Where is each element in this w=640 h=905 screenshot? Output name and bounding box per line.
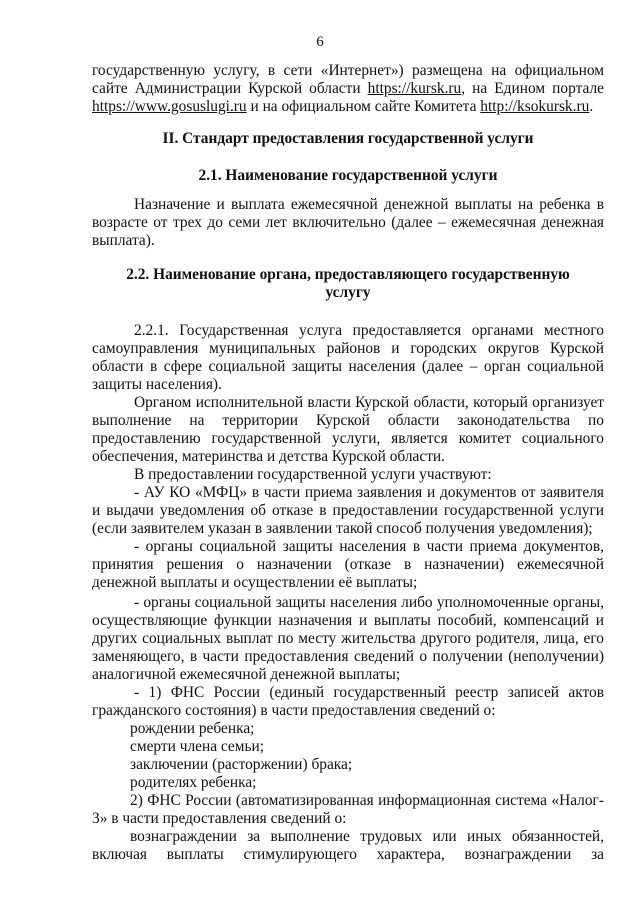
intro-text: . [589, 98, 594, 115]
paragraph-line: осуществляющие функции назначения и выплаты пособий, компенсаций и [92, 612, 604, 629]
paragraph-line: Назначение и выплата ежемесячной денежной выплаты на ребенка в [134, 196, 604, 213]
participants-intro [92, 466, 604, 484]
intro-text: и на официальном сайте Комитета [246, 98, 481, 115]
paragraph-line: - 1) ФНС России (единый государственный реестр записей актов [134, 684, 604, 701]
ksokursk-link[interactable]: http://ksokursk.ru [480, 98, 590, 115]
paragraph-line: - органы социальной защиты населения либо уполномоченные органы, [134, 594, 604, 611]
paragraph-line: и выдачи уведомления об отказе в предоставлении государственной услуги [92, 502, 604, 519]
section-title: II. Стандарт предоставления государственной услуги [162, 130, 534, 147]
paragraph-line: выплата). [92, 232, 155, 249]
paragraph-line: других социальных выплат по месту жительства другого родителя, лица, его [92, 630, 604, 647]
paragraph-line: - АУ КО «МФЦ» в части приема заявления и документов от заявителя [134, 484, 604, 501]
list-item: смерти члена семьи; [130, 738, 264, 755]
paragraph-2-2-1 [92, 322, 604, 394]
paragraph-line: гражданского состояния) в части предоставления сведений о: [92, 702, 496, 719]
paragraph-line: включая выплаты стимулирующего характера, вознаграждении за [92, 846, 604, 863]
paragraph-line: возрасте от трех до семи лет включительно (далее – ежемесячная денежная [92, 214, 604, 231]
paragraph-line: обеспечения, материнства и детства Курской области. [92, 448, 446, 465]
title-line: 2.2. Наименование органа, предоставляющего государственную [126, 266, 570, 283]
fns-registry-list [92, 720, 604, 792]
mfc-item [92, 484, 604, 538]
paragraph-line: области в сфере социальной защиты населения (далее – орган социальной [92, 358, 604, 375]
intro-line [92, 80, 604, 98]
paragraph-line: принятия решения о назначении (отказе в назначении) ежемесячной [92, 556, 604, 573]
paragraph-line: аналогичной ежемесячной денежной выплаты; [92, 666, 401, 683]
paragraph-line: самоуправления муниципальных районов и городских округов Курской [92, 340, 604, 357]
paragraph-line: Органом исполнительной власти Курской области, который организует [134, 394, 604, 411]
paragraph-line: денежной выплаты и осуществлении её выплаты; [92, 574, 418, 591]
intro-line [92, 98, 604, 116]
intro-line: государственную услугу, в сети «Интернет») размещена на официальном [92, 62, 604, 79]
authorized-bodies-item [92, 594, 604, 684]
intro-text: , на Едином портале [461, 80, 604, 97]
paragraph-line: выполнение на территории Курской области законодательства по [92, 412, 604, 429]
list-item: заключении (расторжении) брака; [130, 756, 353, 773]
service-name-paragraph [92, 196, 604, 250]
paragraph-line: защиты населения). [92, 376, 222, 393]
paragraph-line: 3» в части предоставления сведений о: [92, 810, 347, 827]
list-item: родителях ребенка; [130, 774, 257, 791]
title-line: услугу [325, 284, 371, 301]
subsection-2-2-title [92, 266, 604, 302]
paragraph-line: (если заявителем указан в заявлении такой способ получения уведомления); [92, 520, 593, 537]
social-protection-item [92, 538, 604, 592]
paragraph-line: заменяющего, в части предоставления сведений о получении (неполучении) [92, 648, 604, 665]
paragraph-line: 2) ФНС России (автоматизированная информационная система «Налог- [130, 792, 604, 809]
fns-nalog-item [92, 792, 604, 828]
intro-paragraph [92, 62, 604, 116]
gosuslugi-link[interactable]: https://www.gosuslugi.ru [92, 98, 247, 115]
paragraph-line: вознаграждении за выполнение трудовых или иных обязанностей, [130, 828, 604, 845]
kursk-link[interactable]: https://kursk.ru [367, 80, 462, 97]
paragraph-line: 2.2.1. Государственная услуга предоставляется органами местного [134, 322, 604, 339]
paragraph-line: предоставлению государственной услуги, является комитет социального [92, 430, 604, 447]
fns-registry-item [92, 684, 604, 720]
paragraph-line: В предоставлении государственной услуги участвуют: [134, 466, 492, 483]
page-number: 6 [316, 34, 324, 50]
paragraph-line: - органы социальной защиты населения в части приема документов, [134, 538, 604, 555]
executive-authority-paragraph [92, 394, 604, 466]
subsection-2-1-title: 2.1. Наименование государственной услуги [198, 167, 498, 184]
remuneration-paragraph [92, 828, 604, 864]
list-item: рождении ребенка; [130, 720, 255, 737]
intro-text: сайте Администрации Курской области [92, 80, 368, 97]
